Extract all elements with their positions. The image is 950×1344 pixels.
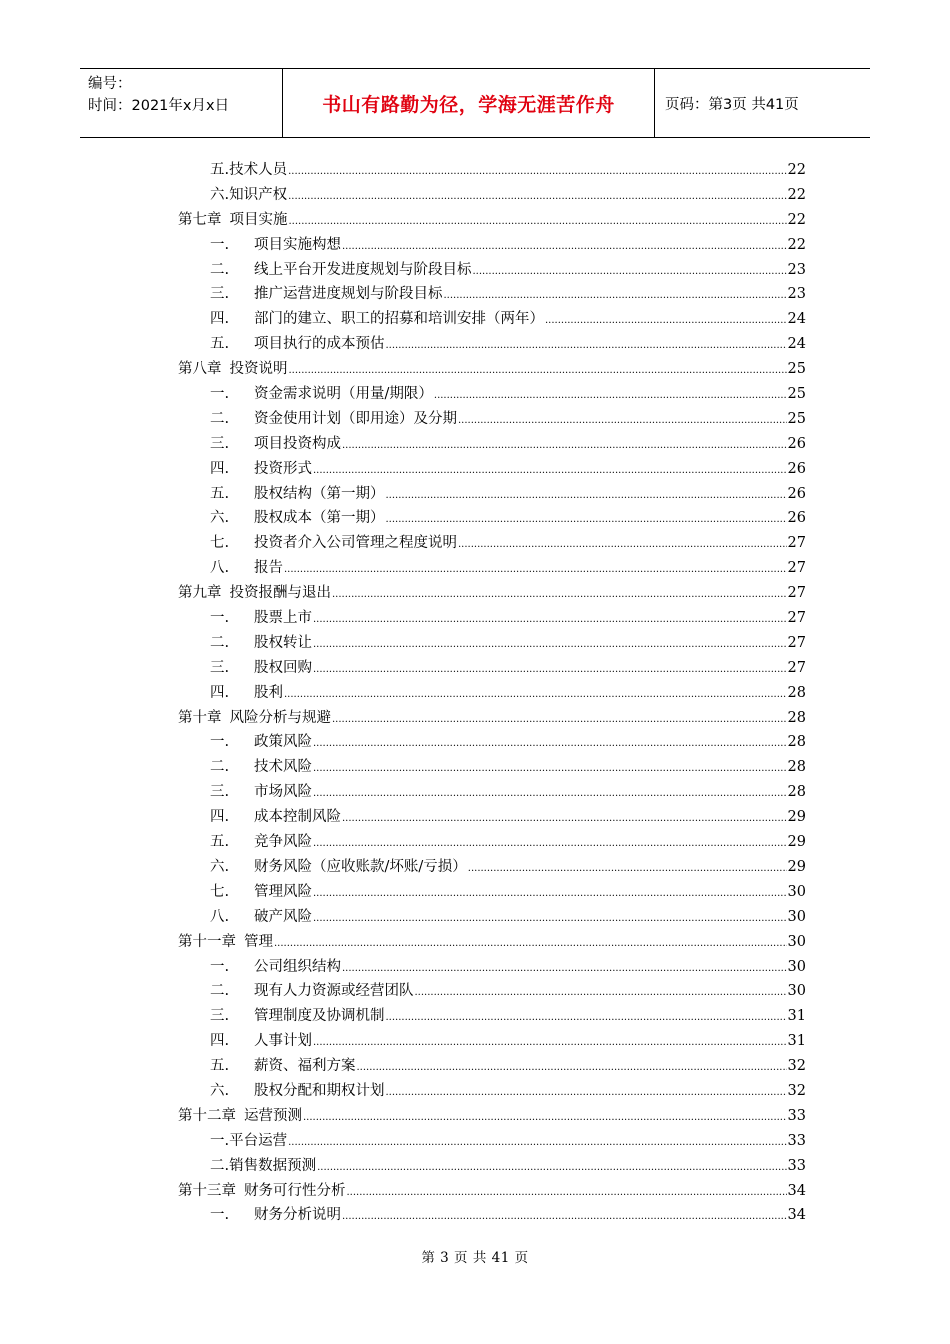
toc-entry-label xyxy=(210,407,457,432)
toc-page-number: 30 xyxy=(787,908,806,925)
toc-page-number: 27 xyxy=(787,560,806,577)
toc-entry-number: 八. xyxy=(210,560,230,577)
toc-entry-title: 市场风险 xyxy=(254,784,312,801)
toc-entry-label xyxy=(210,258,472,283)
toc-entry-number: 第九章 xyxy=(178,585,222,602)
toc-page-number: 22 xyxy=(787,211,806,228)
toc-section-entry[interactable] xyxy=(178,282,806,307)
toc-dot-leader xyxy=(386,339,787,353)
toc-dot-leader xyxy=(313,663,787,677)
toc-entry-number: 三. xyxy=(210,659,230,676)
toc-entry-number: 四. xyxy=(210,809,230,826)
toc-page-number: 31 xyxy=(787,1008,806,1025)
toc-dot-leader xyxy=(357,1061,787,1075)
toc-dot-leader xyxy=(289,215,787,229)
toc-dot-leader xyxy=(458,414,787,428)
toc-entry-title: 财务风险（应收账款/坏账/亏损） xyxy=(254,858,467,875)
toc-section-entry[interactable] xyxy=(178,307,806,332)
toc-entry-label xyxy=(210,681,283,706)
toc-dot-leader xyxy=(342,439,787,453)
toc-entry-number: 五. xyxy=(210,485,230,502)
toc-section-entry[interactable] xyxy=(178,1029,806,1054)
toc-page-number: 24 xyxy=(787,311,806,328)
toc-dot-leader xyxy=(313,613,787,627)
toc-entry-number: 第八章 xyxy=(178,361,222,378)
toc-chapter-entry[interactable] xyxy=(178,930,806,955)
toc-page-number: 26 xyxy=(787,435,806,452)
toc-entry-number: 一. xyxy=(210,236,230,253)
toc-entry-title: 线上平台开发进度规划与阶段目标 xyxy=(254,261,472,278)
toc-entry-number: 一. xyxy=(210,958,230,975)
toc-dot-leader xyxy=(303,1111,787,1125)
toc-section-entry[interactable] xyxy=(178,556,806,581)
toc-entry-title: 股票上市 xyxy=(254,610,312,627)
toc-entry-number: 二. xyxy=(210,410,230,427)
toc-page-number: 25 xyxy=(787,361,806,378)
toc-entry-number: 一. xyxy=(210,1207,230,1224)
toc-page-number: 28 xyxy=(787,734,806,751)
toc-dot-leader xyxy=(386,489,787,503)
toc-entry-title: 技术风险 xyxy=(254,759,312,776)
toc-page-number: 23 xyxy=(787,261,806,278)
toc-dot-leader xyxy=(288,1136,786,1150)
toc-page-number: 28 xyxy=(787,759,806,776)
toc-section-entry[interactable] xyxy=(178,531,806,556)
toc-entry-title: 成本控制风险 xyxy=(254,809,341,826)
toc-page-number: 22 xyxy=(787,186,806,203)
toc-entry-title: 投资说明 xyxy=(229,361,288,378)
toc-entry-number: 二. xyxy=(210,634,230,651)
toc-page-number: 23 xyxy=(787,286,806,303)
toc-entry-label xyxy=(210,805,341,830)
toc-entry-title: 报告 xyxy=(254,560,283,577)
toc-entry-label xyxy=(210,382,433,407)
toc-dot-leader xyxy=(313,762,787,776)
toc-page-number: 27 xyxy=(787,585,806,602)
toc-entry-number: 六. xyxy=(210,186,230,203)
toc-section-entry[interactable] xyxy=(178,830,806,855)
toc-section-entry[interactable] xyxy=(178,183,806,208)
toc-entry-title: 投资者介入公司管理之程度说明 xyxy=(254,535,457,552)
toc-page-number: 25 xyxy=(787,386,806,403)
toc-entry-title: 投资形式 xyxy=(254,460,312,477)
toc-entry-number: 三. xyxy=(210,784,230,801)
toc-dot-leader xyxy=(342,1210,787,1224)
toc-dot-leader xyxy=(386,1086,787,1100)
toc-dot-leader xyxy=(274,937,787,951)
toc-entry-number: 六. xyxy=(210,1082,230,1099)
toc-section-entry[interactable] xyxy=(178,755,806,780)
toc-entry-label xyxy=(210,282,443,307)
toc-entry-title: 管理制度及协调机制 xyxy=(254,1008,385,1025)
toc-section-entry[interactable] xyxy=(178,506,806,531)
toc-chapter-entry[interactable] xyxy=(178,208,806,233)
toc-entry-label xyxy=(210,1203,341,1228)
toc-dot-leader xyxy=(332,588,787,602)
toc-entry-label xyxy=(210,183,287,208)
toc-entry-label xyxy=(210,1054,356,1079)
toc-dot-leader xyxy=(347,1186,787,1200)
toc-section-entry[interactable] xyxy=(178,1129,806,1154)
toc-entry-number: 四. xyxy=(210,460,230,477)
toc-chapter-entry[interactable] xyxy=(178,706,806,731)
toc-entry-number: 二. xyxy=(210,1157,230,1174)
toc-entry-label xyxy=(210,531,457,556)
toc-entry-number: 七. xyxy=(210,883,230,900)
toc-section-entry[interactable] xyxy=(178,457,806,482)
toc-dot-leader xyxy=(342,962,787,976)
toc-page-number: 29 xyxy=(787,834,806,851)
toc-page-number: 27 xyxy=(787,610,806,627)
toc-entry-number: 六. xyxy=(210,858,230,875)
toc-entry-title: 管理 xyxy=(244,933,273,950)
toc-page-number: 27 xyxy=(787,634,806,651)
toc-entry-label xyxy=(210,1129,287,1154)
toc-entry-number: 第十章 xyxy=(178,709,222,726)
toc-entry-number: 二. xyxy=(210,261,230,278)
toc-dot-leader xyxy=(317,1161,786,1175)
toc-page-number: 30 xyxy=(787,983,806,1000)
toc-entry-number: 八. xyxy=(210,908,230,925)
toc-chapter-entry[interactable] xyxy=(178,1179,806,1204)
toc-entry-title: 现有人力资源或经营团队 xyxy=(254,983,414,1000)
toc-entry-title: 人事计划 xyxy=(254,1033,312,1050)
toc-page-number: 30 xyxy=(787,933,806,950)
toc-entry-title: 股权转让 xyxy=(254,634,312,651)
toc-dot-leader xyxy=(284,688,787,702)
toc-page-number: 29 xyxy=(787,809,806,826)
toc-section-entry[interactable] xyxy=(178,233,806,258)
toc-entry-label xyxy=(178,930,273,955)
toc-entry-title: 部门的建立、职工的招募和培训安排（两年） xyxy=(254,311,544,328)
toc-page-number: 32 xyxy=(787,1058,806,1075)
toc-entry-title: 风险分析与规避 xyxy=(229,709,331,726)
toc-dot-leader xyxy=(434,389,787,403)
toc-page-number: 26 xyxy=(787,485,806,502)
toc-entry-title: 资金使用计划（即用途）及分期 xyxy=(254,410,457,427)
toc-page-number: 31 xyxy=(787,1033,806,1050)
toc-entry-number: 一. xyxy=(210,386,230,403)
toc-page-number: 24 xyxy=(787,336,806,353)
toc-entry-title: 项目投资构成 xyxy=(254,435,341,452)
toc-section-entry[interactable] xyxy=(178,730,806,755)
toc-entry-number: 三. xyxy=(210,286,230,303)
toc-section-entry[interactable] xyxy=(178,382,806,407)
toc-entry-title: 财务分析说明 xyxy=(254,1207,341,1224)
toc-entry-label xyxy=(210,755,312,780)
toc-section-entry[interactable] xyxy=(178,880,806,905)
toc-section-entry[interactable] xyxy=(178,482,806,507)
toc-entry-label xyxy=(210,457,312,482)
toc-entry-number: 五. xyxy=(210,162,230,178)
toc-entry-title: 竞争风险 xyxy=(254,834,312,851)
toc-entry-number: 三. xyxy=(210,1008,230,1025)
toc-chapter-entry[interactable] xyxy=(178,357,806,382)
toc-entry-title: 项目实施 xyxy=(229,211,288,228)
toc-entry-title: 薪资、福利方案 xyxy=(254,1058,356,1075)
toc-entry-number: 五. xyxy=(210,336,230,353)
toc-entry-label xyxy=(210,905,312,930)
toc-entry-number: 第十二章 xyxy=(178,1107,236,1124)
toc-entry-number: 二. xyxy=(210,983,230,1000)
toc-section-entry[interactable] xyxy=(178,905,806,930)
toc-entry-title: 项目执行的成本预估 xyxy=(254,336,385,353)
toc-entry-title: 技术人员 xyxy=(229,162,288,178)
toc-section-entry[interactable] xyxy=(178,258,806,283)
toc-entry-label xyxy=(210,955,341,980)
toc-entry-label xyxy=(210,1004,385,1029)
toc-section-entry[interactable] xyxy=(178,1154,806,1179)
header-meta xyxy=(80,69,282,137)
toc-dot-leader xyxy=(468,862,787,876)
toc-chapter-entry[interactable] xyxy=(178,1104,806,1129)
toc-page-number: 26 xyxy=(787,510,806,527)
toc-page-number: 28 xyxy=(787,784,806,801)
toc-entry-label xyxy=(210,855,467,880)
serial-number-label: 编号： xyxy=(88,76,132,92)
toc-entry-title: 运营预测 xyxy=(244,1107,302,1124)
toc-section-entry[interactable] xyxy=(178,656,806,681)
toc-entry-number: 一. xyxy=(210,734,230,751)
toc-section-entry[interactable] xyxy=(178,1004,806,1029)
toc-dot-leader xyxy=(386,513,787,527)
toc-page-number: 28 xyxy=(787,684,806,701)
toc-entry-number: 一. xyxy=(210,1132,230,1149)
toc-section-entry[interactable] xyxy=(178,1079,806,1104)
toc-entry-label xyxy=(210,233,341,258)
toc-page-number: 33 xyxy=(787,1157,806,1174)
toc-entry-title: 财务可行性分析 xyxy=(244,1182,346,1199)
toc-page-number: 30 xyxy=(787,958,806,975)
page-info-text: 页码：第3页 共41页 xyxy=(665,96,799,113)
toc-entry-label xyxy=(210,830,312,855)
toc-page-number: 27 xyxy=(787,535,806,552)
toc-entry-label xyxy=(178,706,331,731)
toc-dot-leader xyxy=(313,912,787,926)
toc-entry-title: 销售数据预测 xyxy=(229,1157,317,1174)
toc-section-entry[interactable] xyxy=(178,606,806,631)
toc-entry-label xyxy=(210,1079,385,1104)
toc-section-entry[interactable] xyxy=(178,1054,806,1079)
toc-dot-leader xyxy=(458,538,787,552)
toc-entry-label xyxy=(210,307,544,332)
header-motto-cell xyxy=(282,69,655,137)
toc-entry-title: 资金需求说明（用量/期限） xyxy=(254,386,433,403)
toc-dot-leader xyxy=(289,364,787,378)
toc-dot-leader xyxy=(313,638,787,652)
toc-entry-title: 公司组织结构 xyxy=(254,958,341,975)
toc-entry-label xyxy=(210,506,385,531)
toc-section-entry[interactable] xyxy=(178,332,806,357)
toc-entry-number: 四. xyxy=(210,311,230,328)
toc-page-number: 27 xyxy=(787,659,806,676)
toc-entry-title: 知识产权 xyxy=(229,186,288,203)
toc-dot-leader xyxy=(313,464,787,478)
toc-entry-label xyxy=(210,631,312,656)
toc-dot-leader xyxy=(313,1036,787,1050)
toc-page-number: 33 xyxy=(787,1132,806,1149)
toc-entry-title: 项目实施构想 xyxy=(254,236,341,253)
toc-entry-number: 五. xyxy=(210,834,230,851)
toc-section-entry[interactable] xyxy=(178,432,806,457)
toc-dot-leader xyxy=(415,986,787,1000)
toc-entry-title: 管理风险 xyxy=(254,883,312,900)
toc-dot-leader xyxy=(313,837,787,851)
toc-section-entry[interactable] xyxy=(178,855,806,880)
toc-entry-label xyxy=(210,979,414,1004)
toc-entry-label xyxy=(210,432,341,457)
toc-entry-number: 第七章 xyxy=(178,211,222,228)
toc-entry-title: 股权成本（第一期） xyxy=(254,510,385,527)
toc-entry-number: 三. xyxy=(210,435,230,452)
toc-entry-number: 二. xyxy=(210,759,230,776)
toc-chapter-entry[interactable] xyxy=(178,581,806,606)
page-header xyxy=(80,68,870,138)
toc-entry-label xyxy=(210,656,312,681)
toc-dot-leader xyxy=(288,190,786,204)
toc-entry-label xyxy=(178,357,288,382)
toc-section-entry[interactable] xyxy=(178,780,806,805)
toc-page-number: 26 xyxy=(787,460,806,477)
toc-entry-label xyxy=(210,730,312,755)
page-footer xyxy=(0,1246,950,1266)
toc-dot-leader xyxy=(473,265,787,279)
toc-entry-number: 五. xyxy=(210,1058,230,1075)
toc-page-number: 25 xyxy=(787,410,806,427)
toc-entry-title: 推广运营进度规划与阶段目标 xyxy=(254,286,443,303)
toc-entry-label xyxy=(178,581,331,606)
toc-section-entry[interactable] xyxy=(178,681,806,706)
toc-section-entry[interactable] xyxy=(178,979,806,1004)
date-label: 时间：2021年x月x日 xyxy=(88,98,230,114)
toc-dot-leader xyxy=(288,165,786,179)
toc-entry-title: 平台运营 xyxy=(229,1132,288,1149)
toc-section-entry[interactable] xyxy=(178,805,806,830)
toc-entry-label xyxy=(178,1104,302,1129)
toc-section-entry[interactable] xyxy=(178,1203,806,1228)
toc-page-number: 28 xyxy=(787,709,806,726)
toc-entry-label xyxy=(210,780,312,805)
toc-entry-number: 第十三章 xyxy=(178,1182,236,1199)
toc-section-entry[interactable] xyxy=(178,158,806,183)
toc-dot-leader xyxy=(342,240,787,254)
toc-entry-title: 股权分配和期权计划 xyxy=(254,1082,385,1099)
toc-entry-number: 七. xyxy=(210,535,230,552)
toc-entry-label xyxy=(210,1029,312,1054)
motto-text: 书山有路勤为径，学海无涯苦作舟 xyxy=(322,93,615,116)
toc-page-number: 34 xyxy=(787,1182,806,1199)
toc-entry-title: 投资报酬与退出 xyxy=(229,585,331,602)
toc-dot-leader xyxy=(313,737,787,751)
toc-entry-number: 一. xyxy=(210,610,230,627)
toc-entry-label xyxy=(210,158,287,183)
toc-page-number: 33 xyxy=(787,1107,806,1124)
toc-entry-label xyxy=(210,880,312,905)
toc-entry-title: 破产风险 xyxy=(254,908,312,925)
toc-entry-label xyxy=(178,1179,346,1204)
toc-page-number: 34 xyxy=(787,1207,806,1224)
toc-page-number: 30 xyxy=(787,883,806,900)
toc-page-number: 22 xyxy=(787,162,806,178)
toc-entry-label xyxy=(210,556,283,581)
toc-page-number: 32 xyxy=(787,1082,806,1099)
toc-entry-number: 四. xyxy=(210,1033,230,1050)
toc-section-entry[interactable] xyxy=(178,955,806,980)
toc-dot-leader xyxy=(386,1011,787,1025)
toc-entry-number: 六. xyxy=(210,510,230,527)
toc-entry-label xyxy=(178,208,288,233)
toc-page-number: 29 xyxy=(787,858,806,875)
toc-entry-title: 政策风险 xyxy=(254,734,312,751)
toc-entry-title: 股权回购 xyxy=(254,659,312,676)
toc-section-entry[interactable] xyxy=(178,407,806,432)
footer-page-number: 第 3 页 共 41 页 xyxy=(421,1250,529,1266)
toc-entry-label xyxy=(210,332,385,357)
toc-entry-number: 四. xyxy=(210,684,230,701)
toc-entry-label xyxy=(210,606,312,631)
toc-dot-leader xyxy=(444,289,787,303)
toc-dot-leader xyxy=(545,314,787,328)
table-of-contents xyxy=(178,158,806,1228)
toc-page-number: 22 xyxy=(787,236,806,253)
toc-entry-number: 第十一章 xyxy=(178,933,236,950)
header-page-info xyxy=(655,69,870,137)
toc-entry-title: 股权结构（第一期） xyxy=(254,485,385,502)
toc-dot-leader xyxy=(284,563,787,577)
toc-entry-label xyxy=(210,1154,316,1179)
toc-dot-leader xyxy=(342,812,787,826)
toc-dot-leader xyxy=(313,887,787,901)
toc-dot-leader xyxy=(313,787,787,801)
toc-dot-leader xyxy=(332,713,787,727)
toc-entry-label xyxy=(210,482,385,507)
toc-section-entry[interactable] xyxy=(178,631,806,656)
toc-entry-title: 股利 xyxy=(254,684,283,701)
